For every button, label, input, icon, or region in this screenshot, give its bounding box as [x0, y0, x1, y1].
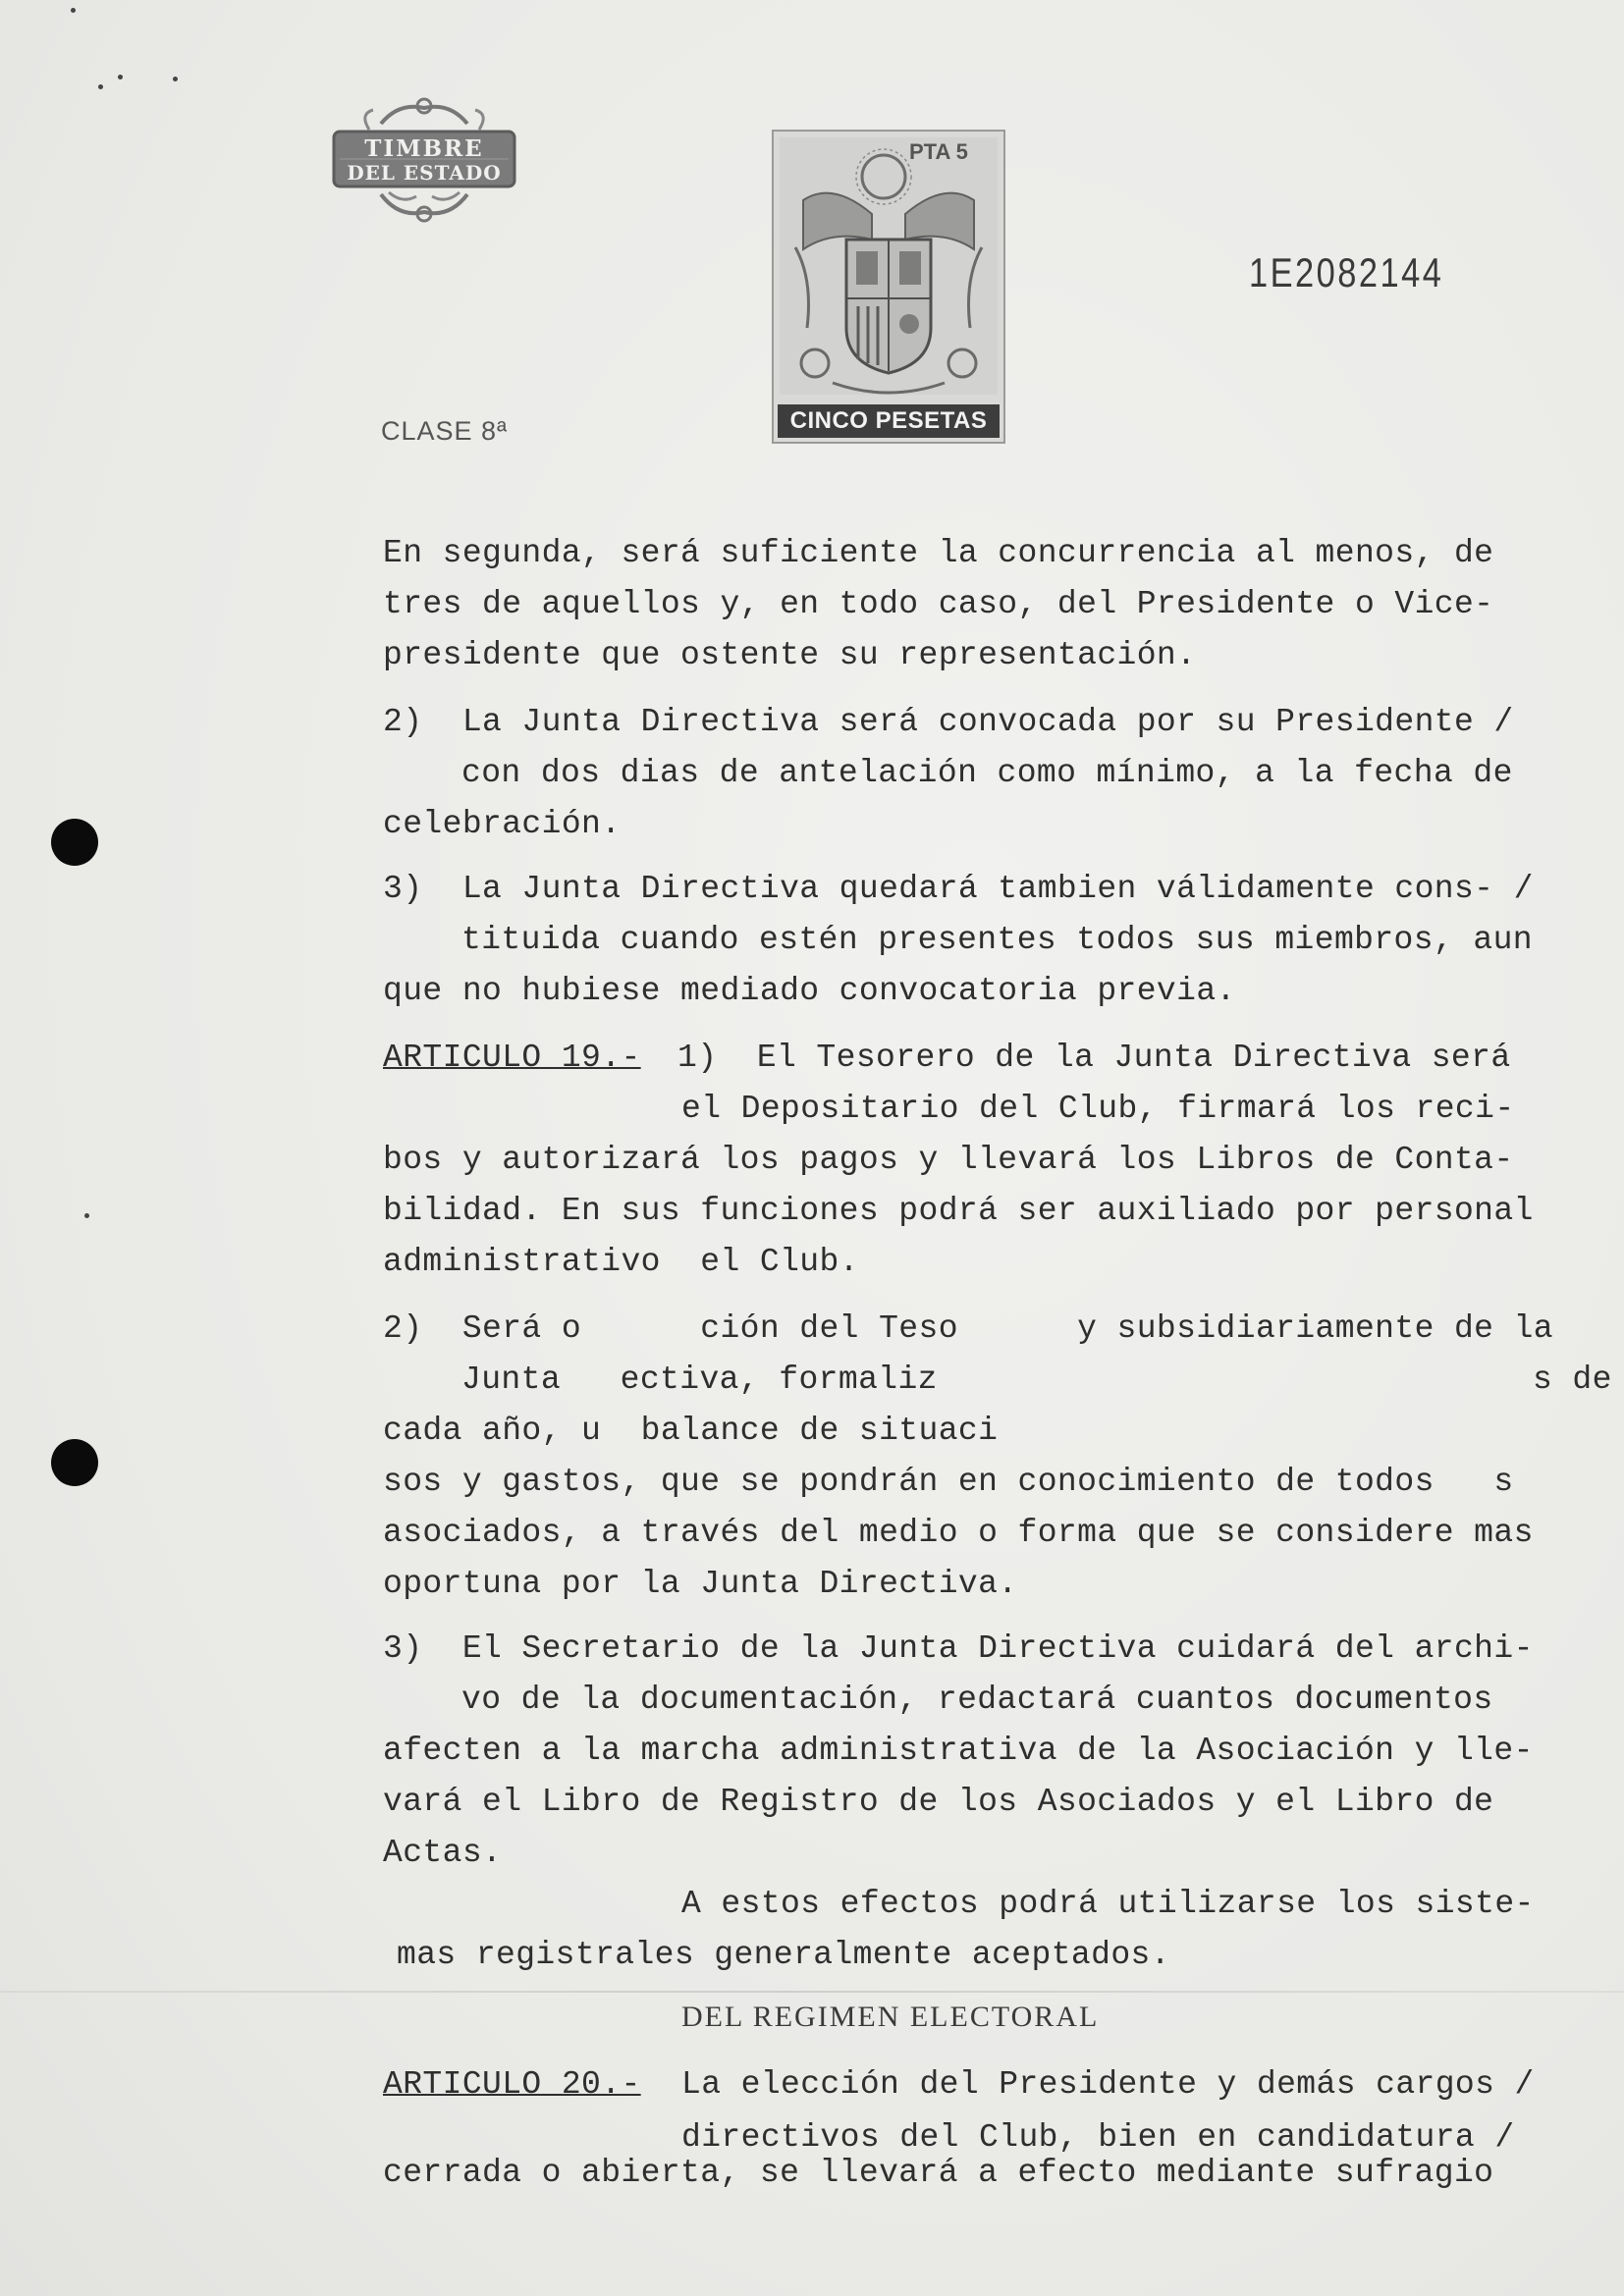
fiscal-stamp — [772, 130, 1005, 444]
text-line: Junta ectiva, formaliz s de — [461, 1362, 1612, 1398]
text-line: Actas. — [383, 1835, 503, 1871]
ink-speck — [71, 8, 76, 13]
text-line: A estos efectos podrá utilizarse los siste- — [681, 1886, 1535, 1922]
text-line: el Depositario del Club, firmará los reci- — [681, 1091, 1515, 1127]
text-line: La elección del Presidente y demás cargos / — [681, 2066, 1535, 2103]
text-line: con dos dias de antelación como mínimo, a la fecha de — [461, 755, 1513, 791]
seal-line-2: DEL ESTADO — [347, 161, 502, 185]
text-line: mas registrales generalmente aceptados. — [397, 1937, 1170, 1973]
text-line: 1) El Tesorero de la Junta Directiva será — [677, 1040, 1511, 1076]
clase-label: CLASE 8ª — [381, 416, 509, 446]
text-line: asociados, a través del medio o forma que se considere mas — [383, 1515, 1534, 1551]
punch-hole — [51, 819, 98, 866]
text-line: 3) La Junta Directiva quedará tambien válidamente cons- / — [383, 871, 1534, 907]
text-line: 2) Será o ción del Teso y subsidiariamente de la — [383, 1310, 1553, 1347]
serial-number: 1E2082144 — [1249, 249, 1444, 295]
ink-speck — [98, 84, 103, 89]
text-line: directivos del Club, bien en candidatura / — [681, 2119, 1515, 2156]
text-line: En segunda, será suficiente la concurrencia al menos, de — [383, 535, 1494, 571]
punch-hole — [51, 1439, 98, 1486]
text-line: bilidad. En sus funciones podrá ser auxiliado por personal — [383, 1193, 1534, 1229]
seal-line-1: TIMBRE — [364, 135, 484, 162]
ink-speck — [118, 75, 123, 80]
fold-line — [0, 1991, 1624, 1993]
text-line: sos y gastos, que se pondrán en conocimiento de todos s — [383, 1464, 1514, 1500]
text-line: vará el Libro de Registro de los Asociados y el Libro de — [383, 1784, 1494, 1820]
text-line: vo de la documentación, redactará cuantos documentos — [461, 1682, 1493, 1718]
text-line: presidente que ostente su representación. — [383, 637, 1197, 673]
text-line: afecten a la marcha administrativa de la Asociación y lle- — [383, 1733, 1534, 1769]
stamp-value: PTA 5 — [909, 139, 968, 164]
text-line: bos y autorizará los pagos y llevará los Libros de Conta- — [383, 1142, 1514, 1178]
text-line: que no hubiese mediado convocatoria previa. — [383, 973, 1236, 1009]
text-line: tres de aquellos y, en todo caso, del Presidente o Vice- — [383, 586, 1494, 622]
section-heading: DEL REGIMEN ELECTORAL — [681, 2001, 1100, 2033]
text-line: cada año, u balance de situaci — [383, 1413, 999, 1449]
article-19-heading: ARTICULO 19.- — [383, 1040, 641, 1076]
article-20-heading: ARTICULO 20.- — [383, 2066, 641, 2103]
text-line: 2) La Junta Directiva será convocada por su Presidente / — [383, 704, 1514, 740]
timbre-seal — [330, 94, 518, 226]
stamp-label: CINCO PESETAS — [778, 404, 1000, 438]
text-line: tituida cuando estén presentes todos sus miembros, aun — [461, 922, 1533, 958]
text-line: cerrada o abierta, se llevará a efecto mediante sufragio — [383, 2155, 1494, 2191]
ink-speck — [84, 1213, 89, 1218]
text-line: administrativo el Club. — [383, 1244, 859, 1280]
text-line: 3) El Secretario de la Junta Directiva cuidará del archi- — [383, 1630, 1534, 1667]
text-line: oportuna por la Junta Directiva. — [383, 1566, 1018, 1602]
ink-speck — [173, 77, 178, 81]
text-line: celebración. — [383, 806, 622, 842]
coat-of-arms-icon — [774, 132, 1003, 442]
